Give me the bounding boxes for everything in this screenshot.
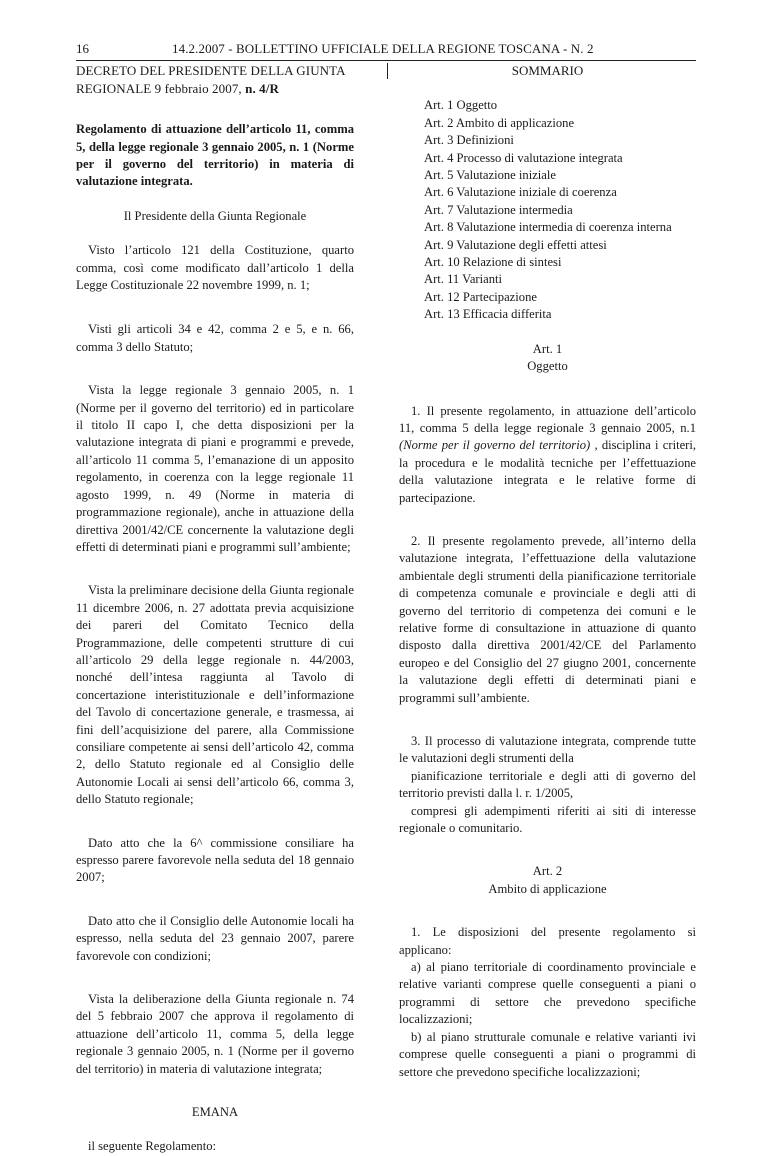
preamble-paragraph: Dato atto che il Consiglio delle Autonomie locali ha espresso, nella seduta del 23 gennaio 2007, parere favorevole con condizioni; [76,913,354,963]
preamble-paragraph: Dato atto che la 6^ commissione consiliare ha espresso parere favorevole nella seduta del 18 gennaio 2007; [76,835,354,885]
article-2-number: Art. 2 [532,864,563,879]
running-title: 14.2.2007 - BOLLETTINO UFFICIALE DELLA REGIONE TOSCANA - N. 2 [172,41,594,56]
preamble-paragraph: Visti gli articoli 34 e 42, comma 2 e 5, e n. 66, comma 3 dello Statuto; [76,322,354,354]
page-header [76,40,696,60]
toc-item: Art. 9 Valutazione degli effetti attesi [424,237,607,252]
regulation-title: Regolamento di attuazione dell’articolo 11, comma 5, della legge regionale 3 gennaio 2005, n. 1 (Norme per il governo del territorio) in materia di valutazione integrata. [76,122,354,189]
article-2-title: Ambito di applicazione [488,881,607,896]
right-column [399,62,696,1081]
toc-item: Art. 5 Valutazione iniziale [424,168,556,183]
left-column [76,62,354,1156]
page-number: 16 [76,41,89,56]
toc-item: Art. 4 Processo di valutazione integrata [424,150,623,165]
article-1-paragraph-3 [399,733,696,837]
decree-title [76,62,354,97]
column-divider [387,63,388,79]
article-2-item-a: a) al piano territoriale di coordinamento provinciale e relative varianti comprese quelle conseguenti a piani o programmi di settore che prevedono specifiche localizzazioni; [399,960,696,1027]
preamble-paragraph: Visto l’articolo 121 della Costituzione, quarto comma, così come modificato dall’articolo 1 della Legge Costituzionale 22 novembre 1999, n. 1; [76,243,354,293]
emana-heading: EMANA [191,1105,239,1120]
paragraph-line: compresi gli adempimenti riferiti ai siti di interesse regionale o comunitario. [399,803,696,836]
issuer: Il Presidente della Giunta Regionale [123,208,307,223]
paragraph-line: 3. Il processo di valutazione integrata, comprende tutte le valutazioni degli strumenti della [399,734,696,766]
law-title-italic: (Norme per il governo del territorio) [399,438,591,453]
decree-line-1: DECRETO DEL PRESIDENTE DELLA GIUNTA [76,63,346,78]
article-2-item-b: b) al piano strutturale comunale e relative varianti ivi comprese quelle conseguenti a piani o programmi di settore che prevedono specifiche localizzazioni; [399,1029,696,1079]
paragraph-line: pianificazione territoriale e degli atti di governo del territorio previsti dalla l. r. 1/2005, [399,768,696,801]
article-2-paragraph-1: 1. Le disposizioni del presente regolamento si applicano: [399,925,696,957]
toc-item: Art. 1 Oggetto [424,98,498,113]
toc-item: Art. 6 Valutazione iniziale di coerenza [424,185,617,200]
preamble-paragraph: Vista la preliminare decisione della Giunta regionale 11 dicembre 2006, n. 27 adottata previa acquisizione dei pareri del Comitato Tecnico della Programmazione, delle competenti strutture di cui all’articolo 29 della legge regionale n. 44/2003, nonché dell’intesa raggiunta al Tavolo di concertazione interistituzionale e dell’informazione del Tavolo di concertazione generale, e trasmessa, ai fini dell’acquisizione del parere, alla Commissione consiliare competente ai sensi dell’articolo 42, comma 2, dello Statuto regionale ed al Consiglio delle Autonomie Locali ai sensi dell’articolo 66, comma 3, dello Statuto regionale; [76,583,354,807]
closing-line: il seguente Regolamento: [88,1139,217,1154]
toc-item: Art. 12 Partecipazione [424,289,537,304]
article-1-number: Art. 1 [532,341,563,356]
toc-item: Art. 3 Definizioni [424,133,514,148]
decree-date: REGIONALE 9 febbraio 2007, [76,80,246,96]
article-1-paragraph-2: 2. Il presente regolamento prevede, all’interno della valutazione integrata, l’effettuazione della valutazione ambientale degli strumenti della pianificazione territoriale di competenza comunale e provinciale e degli atti di governo del territorio di competenza dei comuni e le relative forme di consultazione in attuazione di quanto disposto dalla direttiva 2001/42/CE del Parlamento europeo e del Consiglio del 27 giugno 2001, concernente la valutazione degli effetti di determinati piani e programmi sull’ambiente. [399,533,696,705]
toc-item: Art. 7 Valutazione intermedia [424,202,573,217]
table-of-contents [399,97,696,323]
preamble-paragraph: Vista la legge regionale 3 gennaio 2005, n. 1 (Norme per il governo del territorio) ed in particolare il titolo II capo I, che detta disposizioni per la valutazione integrata di piani e programmi e prevede, all’articolo 11 comma 5, l’emanazione di un apposito regolamento, in coerenza con la legge regionale 11 agosto 1999, n. 49 (Norme in materia di programmazione regionale), anche in attuazione della direttiva 2001/42/CE concernente la valutazione degli effetti di determinati piani e programmi sull’ambiente; [76,383,354,554]
article-1-paragraph-1: 1. Il presente regolamento, in attuazione dell’articolo 11, comma 5 della legge regionale 3 gennaio 2005, n.1 (Norme per il governo del territorio) , disciplina i criteri, la procedura e le modalità tecniche per l’effettuazione della valutazione integrata e le relative forme di partecipazione. [399,403,696,505]
toc-item: Art. 13 Efficacia differita [424,307,552,322]
summary-heading: SOMMARIO [511,63,584,78]
decree-line-2 [76,80,354,98]
header-rule [76,60,696,61]
decree-number: n. 4/R [245,80,279,96]
toc-item: Art. 8 Valutazione intermedia di coerenza interna [424,220,672,235]
toc-item: Art. 10 Relazione di sintesi [424,255,562,270]
preamble-paragraph: Vista la deliberazione della Giunta regionale n. 74 del 5 febbraio 2007 che approva il regolamento di attuazione dell’articolo 11, comma 5, della legge regionale 3 gennaio 2005, n. 1 (Norme per il governo del territorio) in materia di valutazione integrata; [76,992,354,1076]
article-1-title: Oggetto [527,359,568,374]
toc-item: Art. 11 Varianti [424,272,502,287]
toc-item: Art. 2 Ambito di applicazione [424,115,575,130]
